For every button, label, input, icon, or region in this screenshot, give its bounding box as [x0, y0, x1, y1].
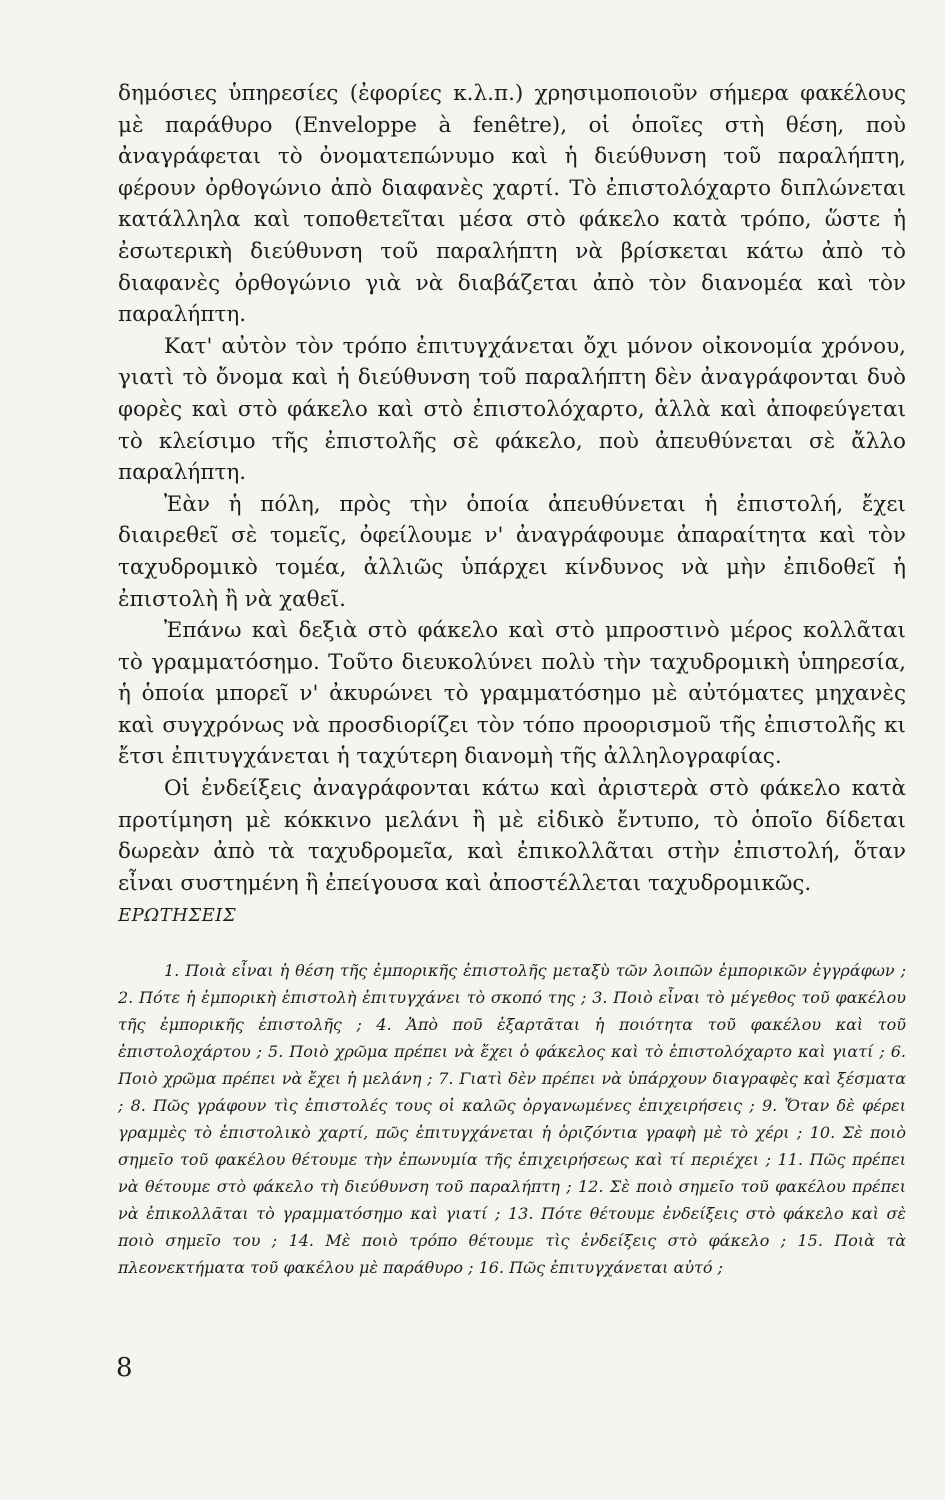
questions-list: 1. Ποιὰ εἶναι ἡ θέση τῆς ἐμπορικῆς ἐπιστολῆς μεταξὺ τῶν λοιπῶν ἐμπορικῶν ἐγγράφων ; 2. Πότε ἡ ἐμπορικὴ ἐπιστολὴ ἐπιτυγχάνει τὸ σκοπό της ; 3. Ποιὸ εἶναι τὸ μέγεθος τοῦ φακέλου τῆς ἐμπορικῆς ἐπιστολῆς ; 4. Ἀπὸ ποῦ ἐξαρτᾶται ἡ ποιότητα τοῦ φακέλου καὶ τοῦ ἐπιστολοχάρτου ; 5. Ποιὸ χρῶμα πρέπει νὰ ἔχει ὁ φάκελος καὶ τὸ ἐπιστολόχαρτο καὶ γιατί ; 6. Ποιὸ χρῶμα πρέπει νὰ ἔχει ἡ μελάνη ; 7. Γιατὶ δὲν πρέπει νὰ ὑπάρχουν διαγραφὲς καὶ ξέσματα ; 8. Πῶς γράφουν τὶς ἐπιστολές τους οἱ καλῶς ὀργανωμένες ἐπιχειρήσεις ; 9. Ὅταν δὲ φέρει γραμμὲς τὸ ἐπιστολικὸ χαρτί, πῶς ἐπιτυγχάνεται ἡ ὁριζόντια γραφὴ μὲ τὸ χέρι ; 10. Σὲ ποιὸ σημεῖο τοῦ φακέλου θέτουμε τὴν ἐπωνυμία τῆς ἐπιχειρήσεως καὶ τί περιέχει ; 11. Πῶς πρέπει νὰ θέτουμε στὸ φάκελο τὴ διεύθυνση τοῦ παραλήπτη ; 12. Σὲ ποιὸ σημεῖο τοῦ φακέλου πρέπει νὰ ἐπικολλᾶται τὸ γραμματόσημο καὶ γιατί ; 13. Πότε θέτουμε ἐνδείξεις στὸ φάκελο καὶ σὲ ποιὸ σημεῖο του ; 14. Μὲ ποιὸ τρόπο θέτουμε τὶς ἐνδείξεις στὸ φάκελο ; 15. Ποιὰ τὰ πλεονεκτήματα τοῦ φακέλου μὲ παράθυρο ; 16. Πῶς ἐπιτυγχάνεται αὐτό ;	[118, 961, 906, 1277]
paragraph-continuation: δημόσιες ὑπηρεσίες (ἐφορίες κ.λ.π.) χρησιμοποιοῦν σήμερα φακέλους μὲ παράθυρο (Enveloppe à fenêtre), οἱ ὁποῖες στὴ θέση, ποὺ ἀναγράφεται τὸ ὀνοματεπώνυμο καὶ ἡ διεύθυνση τοῦ παραλήπτη, φέρουν ὀρθογώνιο ἀπὸ διαφανὲς χαρτί. Τὸ ἐπιστολόχαρτο διπλώνεται κατάλληλα καὶ τοποθετεῖται μέσα στὸ φάκελο κατὰ τρόπο, ὥστε ἡ ἐσωτερικὴ διεύθυνση τοῦ παραλήπτη νὰ βρίσκεται κάτω ἀπὸ τὸ διαφανὲς ὀρθογώνιο γιὰ νὰ διαβάζεται ἀπὸ τὸν διανομέα καὶ τὸν παραλήπτη.	[118, 81, 906, 328]
main-text	[118, 78, 906, 899]
questions-heading: ΕΡΩΤΗΣΕΙΣ	[118, 905, 237, 926]
paragraph: Ἐπάνω καὶ δεξιὰ στὸ φάκελο καὶ στὸ μπροστινὸ μέρος κολλᾶται τὸ γραμματόσημο. Τοῦτο διευκολύνει πολὺ τὴν ταχυδρομικὴ ὑπηρεσία, ἡ ὁποία μπορεῖ ν' ἀκυρώνει τὸ γραμματόσημο μὲ αὐτόματες μηχανὲς καὶ συγχρόνως νὰ προσδιορίζει τὸν τόπο προορισμοῦ τῆς ἐπιστολῆς κι ἔτσι ἐπιτυγχάνεται ἡ ταχύτερη διανομὴ τῆς ἀλληλογραφίας.	[118, 618, 906, 770]
page-number: 8	[116, 1353, 133, 1383]
paragraph: Κατ' αὐτὸν τὸν τρόπο ἐπιτυγχάνεται ὄχι μόνον οἰκονομία χρόνου, γιατὶ τὸ ὄνομα καὶ ἡ διεύθυνση τοῦ παραλήπτη δὲν ἀναγράφονται δυὸ φορὲς καὶ στὸ φάκελο καὶ στὸ ἐπιστολόχαρτο, ἀλλὰ καὶ ἀποφεύγεται τὸ κλείσιμο τῆς ἐπιστολῆς σὲ φάκελο, ποὺ ἀπευθύνεται σὲ ἄλλο παραλήπτη.	[118, 333, 906, 486]
paragraph: Ἐὰν ἡ πόλη, πρὸς τὴν ὁποία ἀπευθύνεται ἡ ἐπιστολή, ἔχει διαιρεθεῖ σὲ τομεῖς, ὀφείλουμε ν' ἀναγράφουμε ἀπαραίτητα καὶ τὸν ταχυδρομικὸ τομέα, ἀλλιῶς ὑπάρχει κίνδυνος νὰ μὴν ἐπιδοθεῖ ἡ ἐπιστολὴ ἢ νὰ χαθεῖ.	[118, 491, 906, 612]
paragraph: Οἱ ἐνδείξεις ἀναγράφονται κάτω καὶ ἀριστερὰ στὸ φάκελο κατὰ προτίμηση μὲ κόκκινο μελάνι ἢ μὲ εἰδικὸ ἔντυπο, τὸ ὁποῖο δίδεται δωρεὰν ἀπὸ τὰ ταχυδρομεῖα, καὶ ἐπικολλᾶται στὴν ἐπιστολή, ὅταν εἶναι συστημένη ἢ ἐπείγουσα καὶ ἀποστέλλεται ταχυδρομικῶς.	[118, 776, 906, 896]
